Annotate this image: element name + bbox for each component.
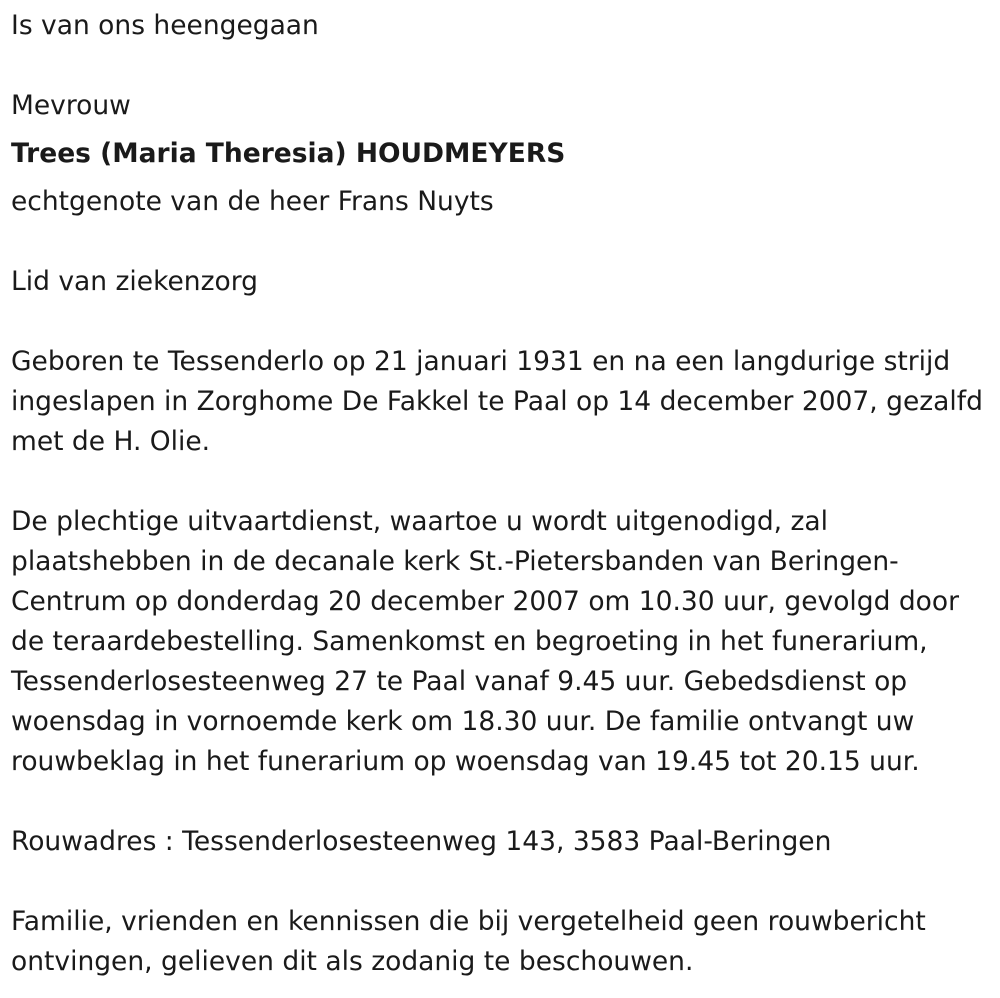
paragraph-line: rouwbeklag in het funerarium op woensdag van 19.45 tot 20.15 uur. <box>11 746 920 777</box>
membership-line: Lid van ziekenzorg <box>11 266 258 297</box>
mourning-address: Rouwadres : Tessenderlosesteenweg 143, 3583 Paal-Beringen <box>11 826 832 857</box>
paragraph-line: ingeslapen in Zorghome De Fakkel te Paal op 14 december 2007, gezalfd <box>11 386 983 417</box>
paragraph-line: De plechtige uitvaartdienst, waartoe u wordt uitgenodigd, zal <box>11 506 829 537</box>
spacer <box>11 782 986 822</box>
spacer <box>11 302 986 342</box>
spacer <box>11 46 986 86</box>
deceased-name: Trees (Maria Theresia) HOUDMEYERS <box>11 138 566 169</box>
salutation: Mevrouw <box>11 90 131 121</box>
paragraph-line: Tessenderlosesteenweg 27 te Paal vanaf 9.45 uur. Gebedsdienst op <box>11 666 908 697</box>
paragraph-line: woensdag in vornoemde kerk om 18.30 uur. De familie ontvangt uw <box>11 706 915 737</box>
paragraph-line: Centrum op donderdag 20 december 2007 om 10.30 uur, gevolgd door <box>11 586 959 617</box>
obituary-notice <box>11 6 986 982</box>
paragraph-line: Familie, vrienden en kennissen die bij vergetelheid geen rouwbericht <box>11 906 926 937</box>
spacer <box>11 462 986 502</box>
funeral-paragraph <box>11 502 986 782</box>
intro-text: Is van ons heengegaan <box>11 10 319 41</box>
spacer <box>11 862 986 902</box>
paragraph-line: de teraardebestelling. Samenkomst en begroeting in het funerarium, <box>11 626 928 657</box>
paragraph-line: ontvingen, gelieven dit als zodanig te beschouwen. <box>11 946 694 977</box>
spouse-line: echtgenote van de heer Frans Nuyts <box>11 186 494 217</box>
paragraph-line: met de H. Olie. <box>11 426 211 457</box>
paragraph-line: plaatshebben in de decanale kerk St.-Pietersbanden van Beringen- <box>11 546 899 577</box>
spacer <box>11 222 986 262</box>
paragraph-line: Geboren te Tessenderlo op 21 januari 1931 en na een langdurige strijd <box>11 346 951 377</box>
birth-death-paragraph <box>11 342 986 462</box>
closing-paragraph <box>11 902 986 982</box>
